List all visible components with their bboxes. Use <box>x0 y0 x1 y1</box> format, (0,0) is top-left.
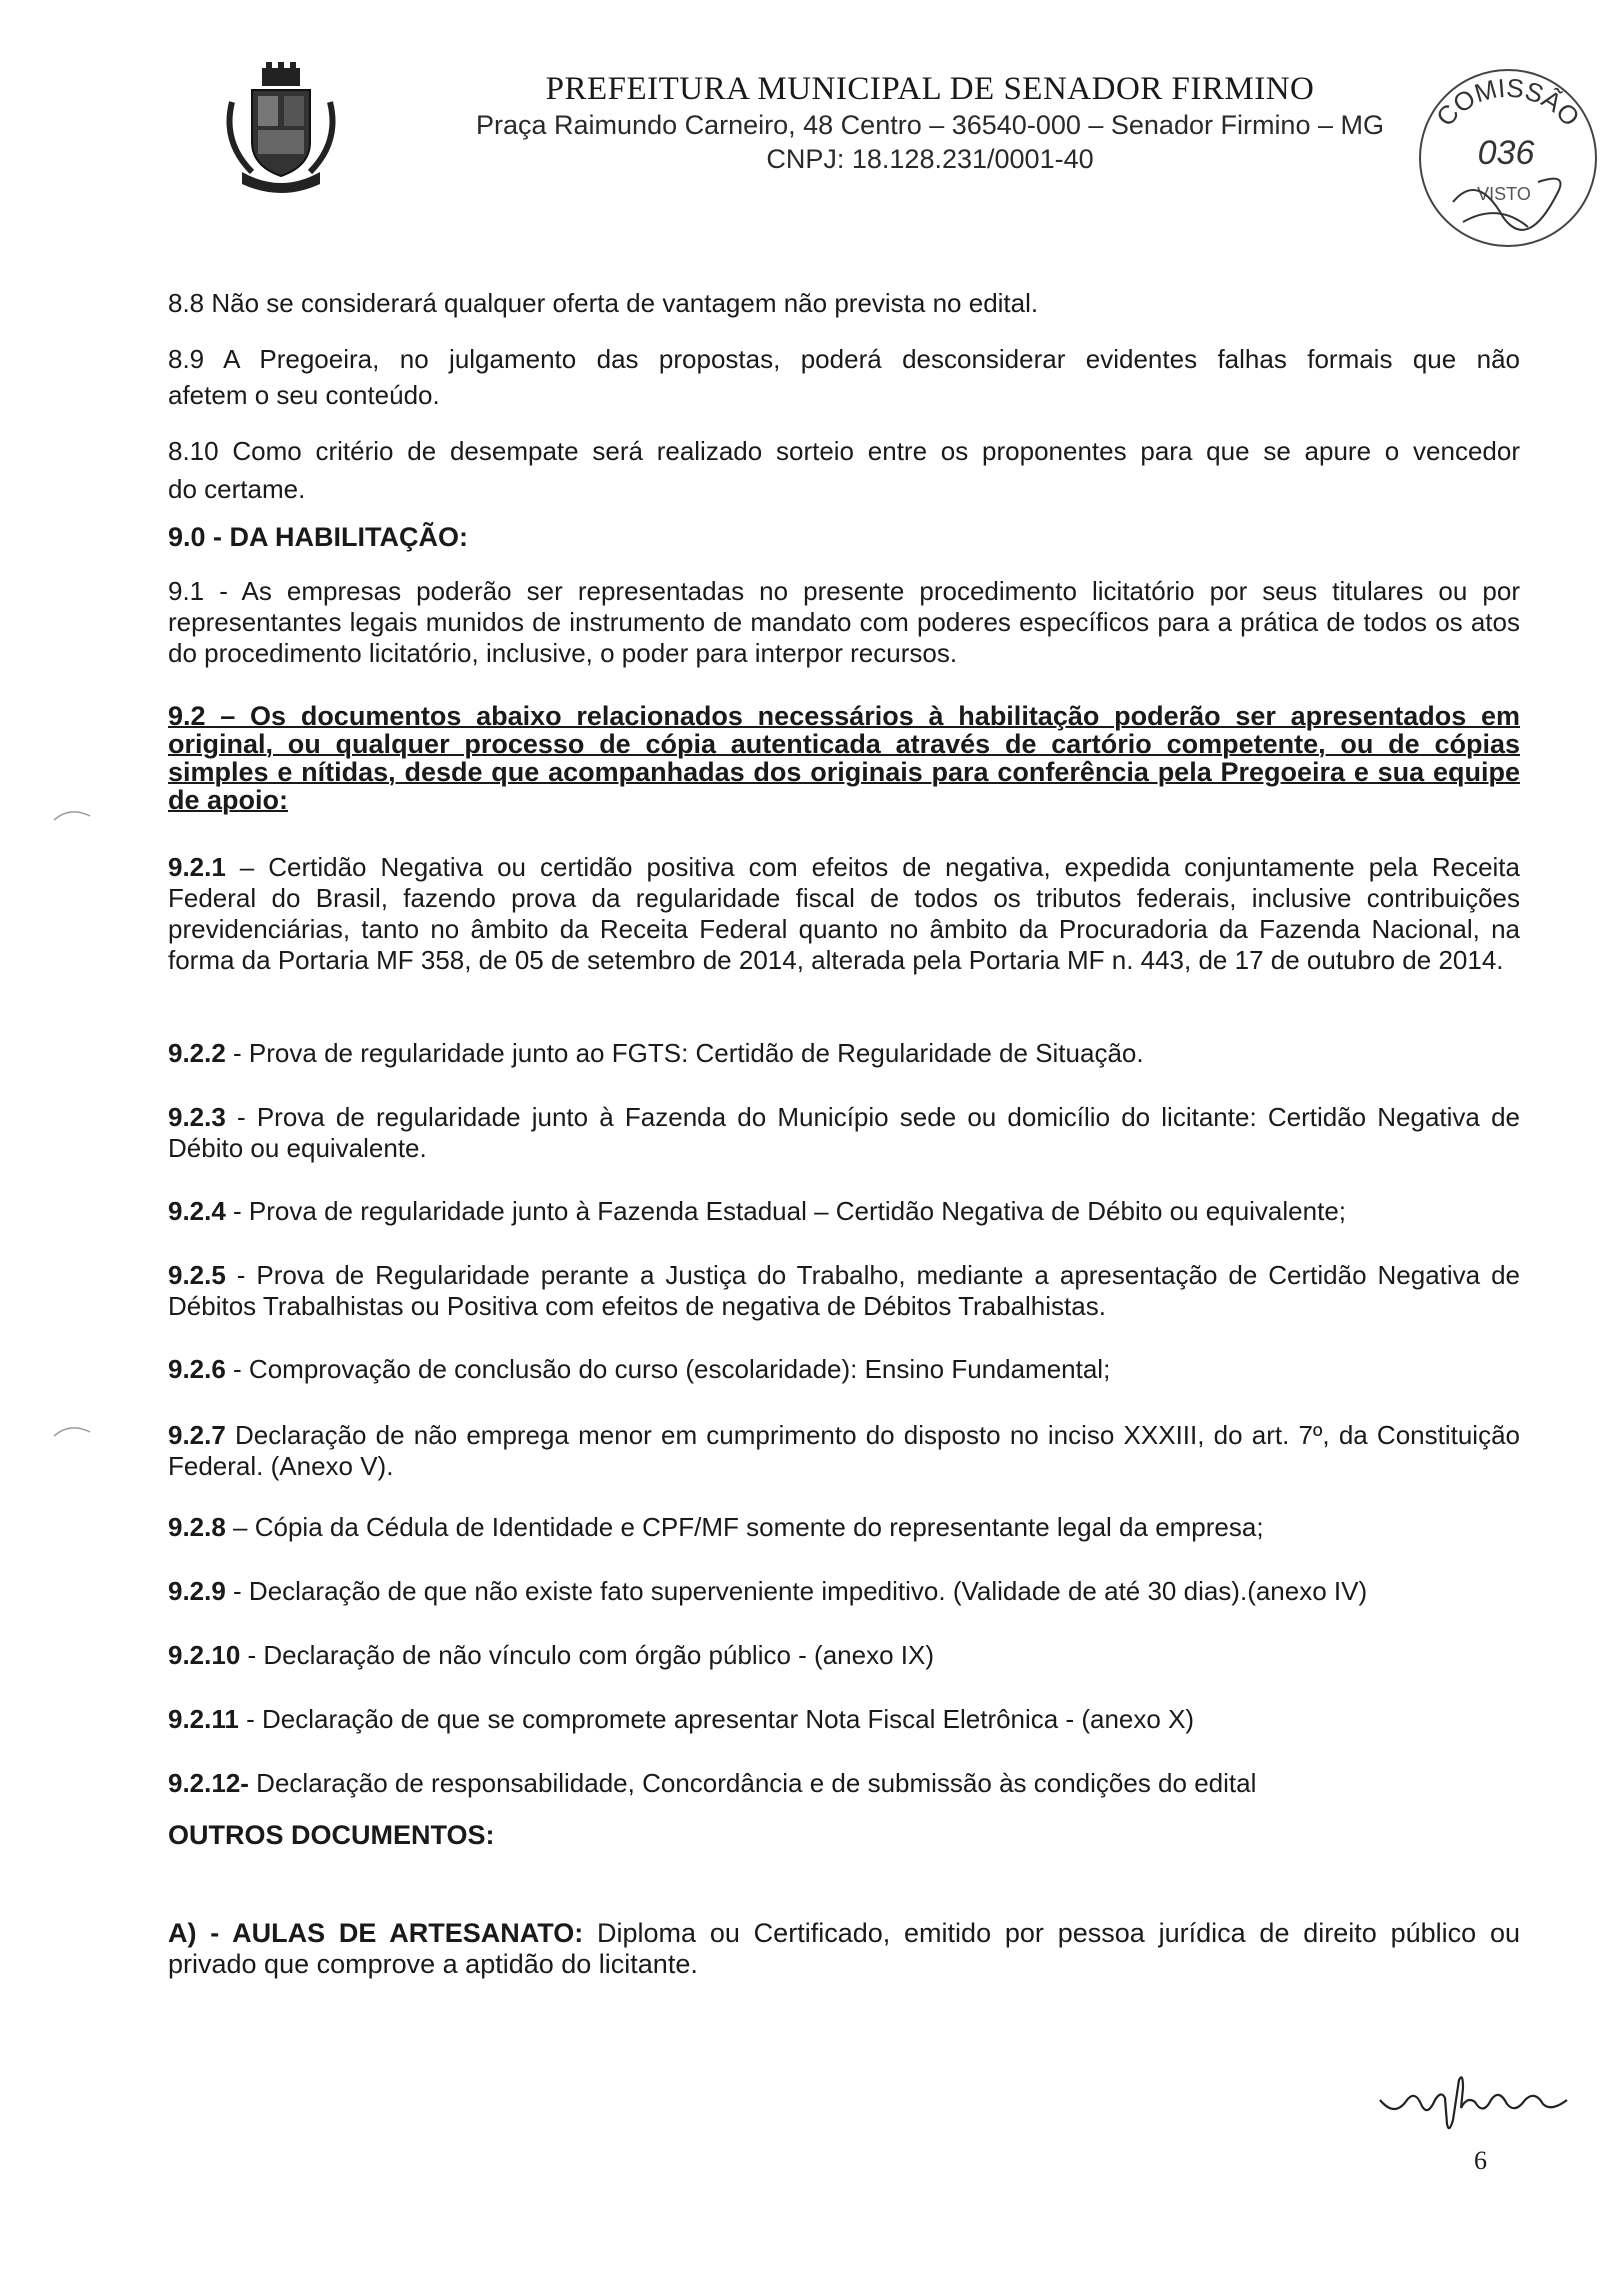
item-text: - Prova de regularidade junto à Fazenda do Município sede ou domicílio do licitante: Certidão Negativa de Débito ou equivalente. <box>168 1102 1520 1163</box>
item-text: – Certidão Negativa ou certidão positiva com efeitos de negativa, expedida conjuntamente pela Receita Federal do Brasil, fazendo prova da regularidade fiscal de todos os tributos federais, inclusive contribuições previdenciárias, tanto no âmbito da Receita Federal quanto no âmbito da Procuradoria da Fazenda Nacional, na forma da Portaria MF 358, de 05 de setembro de 2014, alterada pela Portaria MF n. 443, de 17 de outubro de 2014. <box>168 852 1520 975</box>
letterhead <box>430 70 1430 176</box>
paragraph-9-2: 9.2 – Os documentos abaixo relacionados necessários à habilitação poderão ser apresentados em original, ou qualquer processo de cópia autenticada através de cartório competente, ou de cópias simples e nítidas, desde que acompanhadas dos originais para conferência pela Pregoeira e sua equipe de apoio: <box>168 701 1520 815</box>
item-text: - Prova de Regularidade perante a Justiça do Trabalho, mediante a apresentação de Certidão Negativa de Débitos Trabalhistas ou Positiva com efeitos de negativa de Débitos Trabalhistas. <box>168 1260 1520 1321</box>
item-9-2-10 <box>168 1640 1520 1671</box>
item-text: - Prova de regularidade junto à Fazenda Estadual – Certidão Negativa de Débito ou equivalente; <box>225 1196 1346 1226</box>
page-number: 6 <box>1474 2146 1487 2175</box>
item-text: - Declaração de que se compromete apresentar Nota Fiscal Eletrônica - (anexo X) <box>238 1704 1195 1734</box>
paragraph-8-9-line1: 8.9 A Pregoeira, no julgamento das propostas, poderá desconsiderar evidentes falhas formais que não <box>168 344 1520 374</box>
margin-mark-icon <box>52 1424 92 1438</box>
item-9-2-6 <box>168 1354 1520 1385</box>
item-text: – Cópia da Cédula de Identidade e CPF/MF somente do representante legal da empresa; <box>225 1512 1264 1542</box>
item-number: 9.2.3 <box>168 1102 226 1132</box>
item-9-2-2 <box>168 1038 1520 1069</box>
item-number: 9.2.8 <box>168 1512 226 1542</box>
item-a-artesanato <box>168 1918 1520 1980</box>
item-number: 9.2.6 <box>168 1354 226 1384</box>
item-number: 9.2.10 <box>168 1640 241 1670</box>
item-9-2-7 <box>168 1420 1520 1482</box>
municipal-crest-icon <box>222 62 340 194</box>
letterhead-address: Praça Raimundo Carneiro, 48 Centro – 36540-000 – Senador Firmino – MG <box>476 110 1384 140</box>
margin-mark-icon <box>52 808 92 822</box>
paragraph-8-9-line2: afetem o seu conteúdo. <box>168 380 440 410</box>
item-9-2-11 <box>168 1704 1520 1735</box>
item-9-2-1 <box>168 852 1520 976</box>
item-9-2-5 <box>168 1260 1520 1322</box>
paragraph-8-8: 8.8 Não se considerará qualquer oferta de vantagem não prevista no edital. <box>168 288 1039 318</box>
item-text: Declaração de não emprega menor em cumprimento do disposto no inciso XXXIII, do art. 7º, da Constituição Federal. (Anexo V). <box>168 1420 1520 1481</box>
letterhead-title: PREFEITURA MUNICIPAL DE SENADOR FIRMINO <box>545 71 1315 107</box>
section-heading-9-0: 9.0 - DA HABILITAÇÃO: <box>168 522 468 552</box>
commission-stamp <box>1408 52 1600 262</box>
item-number: 9.2.7 <box>168 1420 226 1450</box>
item-number: 9.2.12- <box>168 1768 249 1798</box>
item-number: 9.2.4 <box>168 1196 226 1226</box>
stamp-number: 036 <box>1477 134 1535 172</box>
item-text: - Comprovação de conclusão do curso (escolaridade): Ensino Fundamental; <box>225 1354 1111 1384</box>
stamp-label: COMISSÃO <box>1430 72 1586 133</box>
item-number: 9.2.5 <box>168 1260 226 1290</box>
item-number: 9.2.2 <box>168 1038 226 1068</box>
svg-text:COMISSÃO <box>1430 72 1586 132</box>
item-9-2-4 <box>168 1196 1520 1227</box>
item-number: 9.2.9 <box>168 1576 226 1606</box>
item-text: Declaração de responsabilidade, Concordância e de submissão às condições do edital <box>248 1768 1257 1798</box>
item-text: Diploma ou Certificado, emitido por pessoa jurídica de direito público ou privado que comprove a aptidão do licitante. <box>168 1918 1521 1979</box>
letterhead-cnpj: CNPJ: 18.128.231/0001-40 <box>766 144 1094 174</box>
handwritten-signature <box>1375 2060 1575 2140</box>
item-text: - Declaração de que não existe fato superveniente impeditivo. (Validade de até 30 dias).(anexo IV) <box>225 1576 1368 1606</box>
item-9-2-8 <box>168 1512 1520 1543</box>
item-9-2-12 <box>168 1768 1520 1799</box>
paragraph-9-1: 9.1 - As empresas poderão ser representadas no presente procedimento licitatório por seus titulares ou por representantes legais munidos de instrumento de mandato com poderes específicos para a prática de todos os atos do procedimento licitatório, inclusive, o poder para interpor recursos. <box>168 576 1520 668</box>
stamp-visto: VISTO <box>1477 184 1531 204</box>
item-number: 9.2.1 <box>168 852 226 882</box>
item-9-2-9 <box>168 1576 1520 1607</box>
item-text: - Declaração de não vínculo com órgão público - (anexo IX) <box>240 1640 934 1670</box>
item-number: 9.2.11 <box>168 1704 239 1734</box>
paragraph-8-10-line1: 8.10 Como critério de desempate será realizado sorteio entre os proponentes para que se apure o vencedor <box>168 436 1520 466</box>
item-number: A) - AULAS DE ARTESANATO: <box>168 1918 584 1948</box>
item-9-2-3 <box>168 1102 1520 1164</box>
paragraph-8-10-line2: do certame. <box>168 474 306 504</box>
item-text: - Prova de regularidade junto ao FGTS: Certidão de Regularidade de Situação. <box>225 1038 1144 1068</box>
section-heading-outros-documentos: OUTROS DOCUMENTOS: <box>168 1820 495 1850</box>
